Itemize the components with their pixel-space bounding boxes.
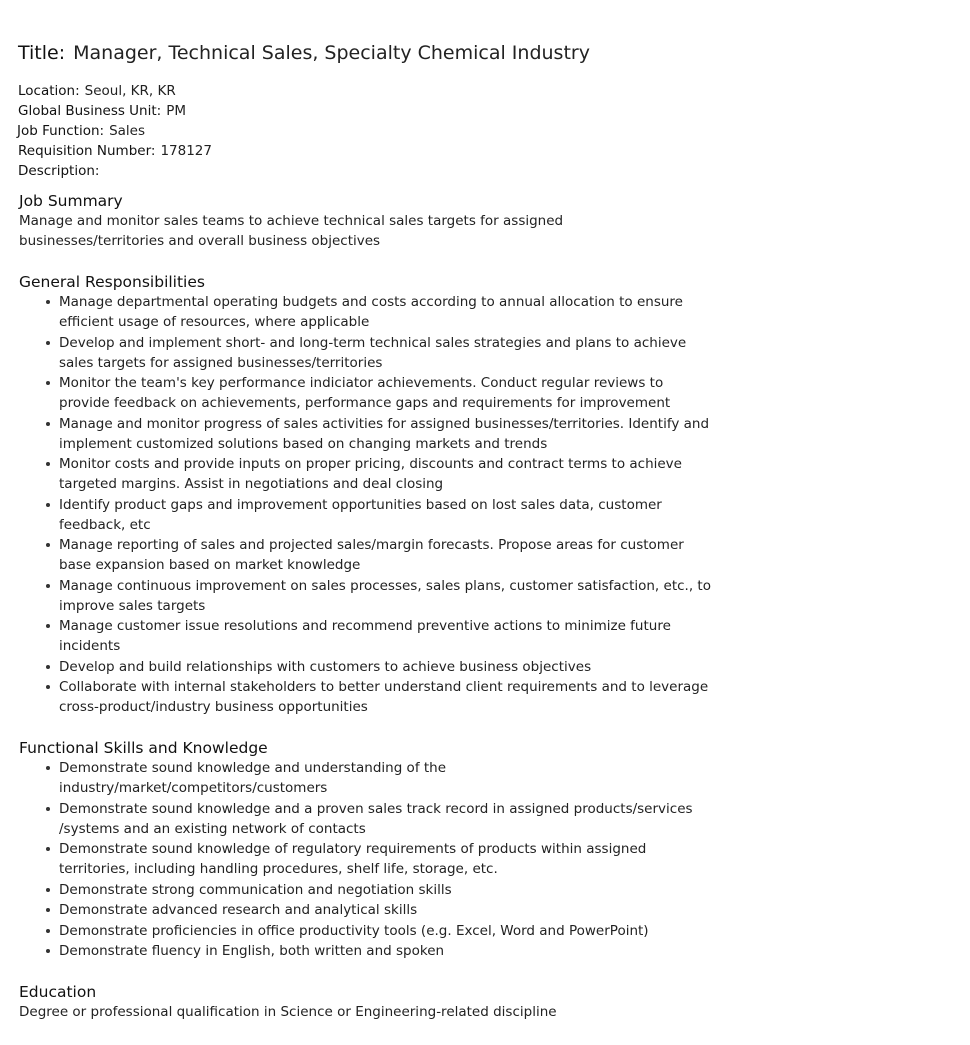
bullet-icon (46, 300, 50, 304)
job-title-row (18, 40, 718, 66)
list-item (19, 373, 711, 413)
location-row (18, 81, 718, 101)
list-item-text: Demonstrate sound knowledge of regulatory requirements of products within assigned territories, including handling procedures, shelf life, storage, etc. (59, 841, 647, 877)
job-title-label: Title: (18, 42, 66, 64)
bullet-icon (46, 949, 50, 953)
list-item-text: Develop and build relationships with customers to achieve business objectives (59, 658, 592, 675)
bullet-icon (46, 422, 50, 426)
bullet-icon (46, 929, 50, 933)
list-item-text: Monitor costs and provide inputs on proper pricing, discounts and contract terms to achieve targeted margins. Assist in negotiations and deal closing (59, 456, 682, 492)
bullet-icon (46, 888, 50, 892)
business-unit-row (18, 101, 718, 121)
list-item-text: Manage departmental operating budgets and costs according to annual allocation to ensure efficient usage of resources, where applicable (59, 294, 683, 330)
job-summary-text: Manage and monitor sales teams to achieve technical sales targets for assigned businesses/territories and overall business objectives (19, 213, 564, 249)
list-item (19, 677, 711, 717)
list-item (19, 333, 711, 373)
list-item (19, 292, 711, 332)
bullet-icon (46, 685, 50, 689)
job-function-value: Sales (109, 123, 146, 139)
job-summary-section (19, 191, 711, 251)
list-item (19, 880, 711, 900)
list-item (19, 900, 711, 920)
bullet-icon (46, 381, 50, 385)
location-value: Seoul, KR, KR (84, 83, 176, 99)
list-item-text: Demonstrate sound knowledge and understanding of the industry/market/competitors/customers (59, 760, 447, 796)
list-item-text: Demonstrate proficiencies in office productivity tools (e.g. Excel, Word and PowerPoint) (59, 922, 649, 939)
list-item (19, 941, 711, 961)
list-item-text: Collaborate with internal stakeholders to better understand client requirements and to leverage cross-product/industry business opportunities (59, 679, 709, 715)
job-function-label: Job Function: (17, 123, 105, 139)
list-item (19, 616, 711, 656)
list-item-text: Demonstrate fluency in English, both written and spoken (59, 943, 445, 959)
list-item-text: Develop and implement short- and long-term technical sales strategies and plans to achieve sales targets for assigned businesses/territories (59, 334, 687, 371)
bullet-icon (46, 766, 50, 770)
list-item (19, 454, 711, 494)
general-responsibilities-section (19, 272, 711, 717)
bullet-icon (46, 908, 50, 912)
bullet-icon (46, 665, 50, 669)
functional-skills-list (19, 758, 711, 961)
requisition-number-row (18, 141, 718, 161)
list-item-text: Manage and monitor progress of sales activities for assigned businesses/territories. Identify and implement customized solutions based on changing markets and trends (59, 415, 710, 452)
list-item (19, 414, 711, 454)
list-item (19, 535, 711, 575)
functional-skills-section (19, 738, 711, 961)
bullet-icon (46, 462, 50, 466)
list-item (19, 799, 711, 839)
job-details (18, 81, 718, 181)
general-responsibilities-heading: General Responsibilities (19, 273, 205, 291)
functional-skills-heading: Functional Skills and Knowledge (19, 739, 268, 757)
bullet-icon (46, 503, 50, 507)
education-text: Degree or professional qualification in Science or Engineering-related discipline (19, 1004, 557, 1020)
list-item-text: Manage customer issue resolutions and recommend preventive actions to minimize future incidents (59, 618, 671, 654)
requisition-number-value: 178127 (160, 143, 212, 159)
general-responsibilities-list (19, 292, 711, 717)
list-item-text: Demonstrate strong communication and negotiation skills (59, 881, 452, 898)
list-item (19, 921, 711, 941)
location-label: Location: (18, 83, 80, 99)
business-unit-label: Global Business Unit: (18, 103, 162, 119)
bullet-icon (46, 807, 50, 811)
list-item-text: Identify product gaps and improvement opportunities based on lost sales data, customer feedback, etc (59, 496, 662, 533)
job-summary-heading: Job Summary (19, 192, 123, 210)
description-row (18, 161, 718, 181)
education-heading: Education (19, 983, 97, 1001)
list-item (19, 495, 711, 535)
education-section (19, 982, 711, 1022)
list-item-text: Manage continuous improvement on sales processes, sales plans, customer satisfaction, etc., to improve sales targets (59, 577, 711, 614)
bullet-icon (46, 847, 50, 851)
list-item (19, 758, 711, 798)
job-posting (18, 40, 718, 1043)
job-function-row (17, 121, 718, 141)
job-title-value: Manager, Technical Sales, Specialty Chemical Industry (73, 42, 590, 64)
job-description (19, 191, 711, 1022)
requisition-number-label: Requisition Number: (18, 143, 156, 159)
bullet-icon (46, 624, 50, 628)
list-item-text: Demonstrate sound knowledge and a proven sales track record in assigned products/services /systems and an existing network of contacts (59, 800, 693, 837)
list-item-text: Demonstrate advanced research and analytical skills (59, 902, 418, 918)
description-label: Description: (18, 163, 100, 179)
list-item (19, 839, 711, 879)
list-item (19, 657, 711, 677)
business-unit-value: PM (166, 103, 187, 119)
bullet-icon (46, 341, 50, 345)
list-item-text: Manage reporting of sales and projected sales/margin forecasts. Propose areas for customer base expansion based on market knowledge (59, 537, 684, 573)
bullet-icon (46, 543, 50, 547)
list-item-text: Monitor the team's key performance indiciator achievements. Conduct regular reviews to provide feedback on achievements, performance gaps and requirements for improvement (59, 375, 671, 411)
list-item (19, 576, 711, 616)
bullet-icon (46, 584, 50, 588)
